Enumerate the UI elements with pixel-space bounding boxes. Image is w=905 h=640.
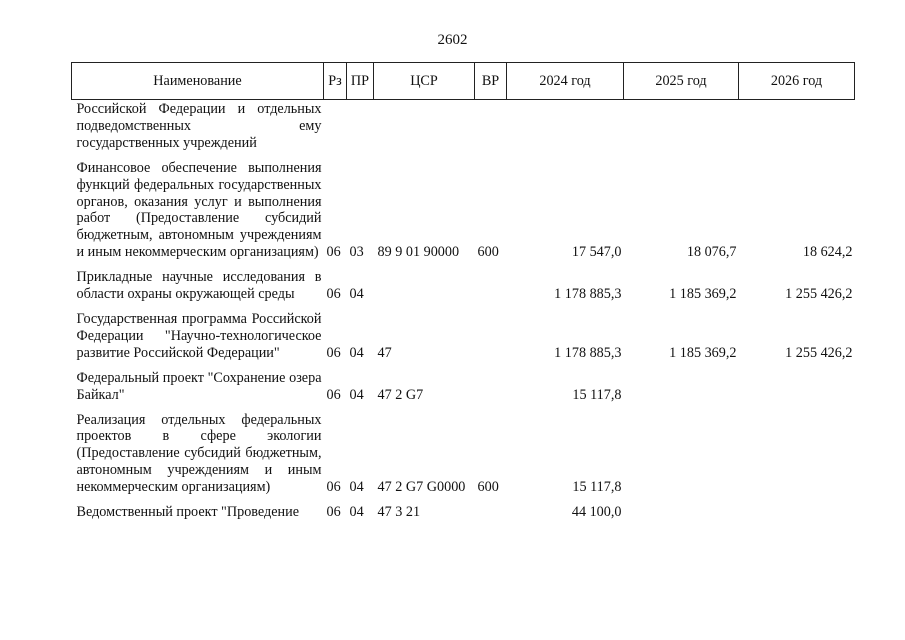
column-header-pr: ПР <box>347 63 374 100</box>
row-2024: 1 178 885,3 <box>554 344 622 361</box>
row-pr: 04 <box>349 344 364 361</box>
row-name: Российской Федерации и отдельных подведомственных ему государственных учреждений <box>76 101 322 151</box>
row-2024 <box>507 100 624 152</box>
row-2025: 1 185 369,2 <box>669 344 737 361</box>
row-vr <box>475 496 507 521</box>
table-row <box>72 100 855 152</box>
row-rz <box>324 100 347 152</box>
row-vr <box>475 100 507 152</box>
row-csr <box>374 261 475 303</box>
row-2026: 1 255 426,2 <box>785 286 853 303</box>
column-header-2026: 2026 год <box>739 63 855 100</box>
row-name: Государственная программа Российской Федерации "Научно-технологическое развитие Российской Федерации" <box>76 310 322 361</box>
row-csr: 47 3 21 <box>377 504 421 521</box>
row-rz: 06 <box>326 504 341 521</box>
row-rz: 06 <box>326 344 341 361</box>
row-2026: 1 255 426,2 <box>785 344 853 361</box>
row-vr <box>475 261 507 303</box>
row-2025 <box>624 362 739 404</box>
table-row <box>72 261 855 303</box>
row-csr: 47 <box>377 344 392 361</box>
table-row <box>72 152 855 261</box>
row-name: Реализация отдельных федеральных проектов в сфере экологии (Предоставление субсидий бюджетным, автономным учреждениям и иным некоммерческим организациям) <box>76 411 322 496</box>
budget-table <box>71 62 855 521</box>
row-2025 <box>624 100 739 152</box>
column-header-2025: 2025 год <box>624 63 739 100</box>
row-name: Федеральный проект "Сохранение озера Байкал" <box>76 369 322 403</box>
row-pr: 04 <box>349 504 364 521</box>
row-2025 <box>624 496 739 521</box>
row-2025: 18 076,7 <box>686 244 737 261</box>
header-row <box>72 63 855 100</box>
row-pr: 04 <box>349 286 364 303</box>
page-number: 2602 <box>437 32 468 48</box>
column-header-rz: Рз <box>324 63 347 100</box>
row-2024: 15 117,8 <box>572 479 622 496</box>
row-2026: 18 624,2 <box>802 244 853 261</box>
row-2026 <box>739 496 855 521</box>
row-2024: 1 178 885,3 <box>554 286 622 303</box>
row-rz: 06 <box>326 286 341 303</box>
column-header-name: Наименование <box>72 63 324 100</box>
table-row <box>72 362 855 404</box>
row-pr: 04 <box>349 479 364 496</box>
table-body <box>72 100 855 521</box>
row-pr: 04 <box>349 386 364 403</box>
table-row <box>72 496 855 521</box>
row-2024: 44 100,0 <box>571 504 622 521</box>
column-header-2024: 2024 год <box>507 63 624 100</box>
row-name: Финансовое обеспечение выполнения функций федеральных государственных органов, оказания услуг и выполнения работ (Предоставление субсидий бюджетным, автономным учреждениям и иным некоммерческим организациям) <box>76 159 322 261</box>
table-header <box>72 63 855 100</box>
row-2026 <box>739 100 855 152</box>
row-rz: 06 <box>326 479 341 496</box>
table-row <box>72 404 855 497</box>
row-csr: 47 2 G7 G0000 <box>377 479 466 496</box>
row-pr: 03 <box>349 244 364 261</box>
row-2026 <box>739 362 855 404</box>
row-2025: 1 185 369,2 <box>669 286 737 303</box>
row-name: Ведомственный проект "Проведение <box>76 504 300 521</box>
table-row <box>72 303 855 362</box>
row-vr <box>475 362 507 404</box>
row-vr <box>475 303 507 362</box>
row-2025 <box>624 404 739 497</box>
row-2024: 17 547,0 <box>571 244 622 261</box>
row-pr <box>347 100 374 152</box>
row-name: Прикладные научные исследования в области охраны окружающей среды <box>76 269 322 303</box>
row-csr <box>374 100 475 152</box>
column-header-vr: ВР <box>475 63 507 100</box>
column-header-csr: ЦСР <box>374 63 475 100</box>
row-vr: 600 <box>477 244 499 261</box>
row-csr: 89 9 01 90000 <box>377 244 460 261</box>
row-vr: 600 <box>477 479 499 496</box>
row-rz: 06 <box>326 386 341 403</box>
row-csr: 47 2 G7 <box>377 386 424 403</box>
row-rz: 06 <box>326 244 341 261</box>
row-2026 <box>739 404 855 497</box>
row-2024: 15 117,8 <box>572 386 622 403</box>
